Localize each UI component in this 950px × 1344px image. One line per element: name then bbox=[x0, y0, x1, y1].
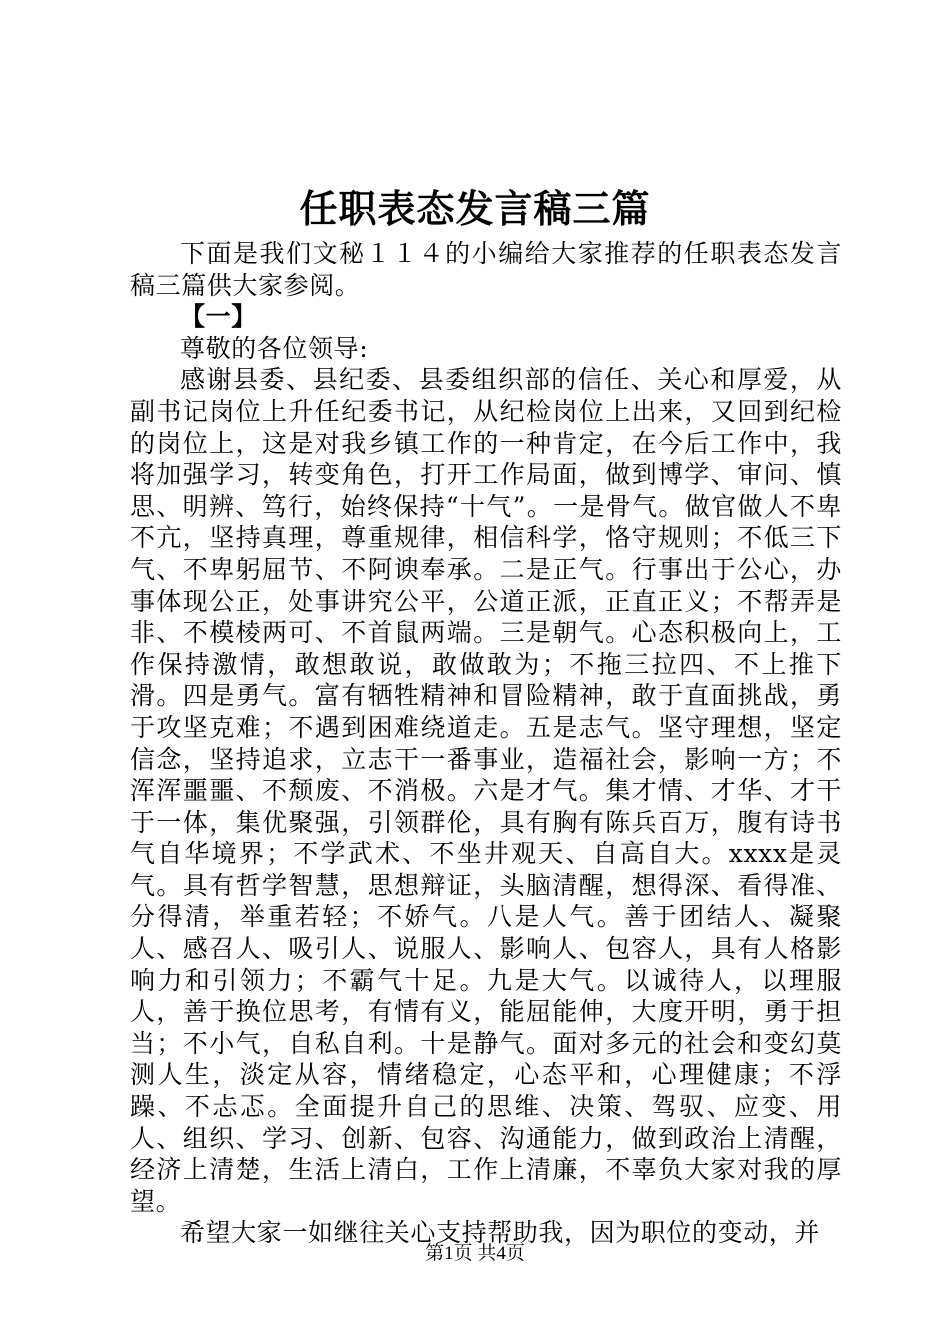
body-paragraph: 希望大家一如继往关心支持帮助我，因为职位的变动，并 bbox=[180, 1218, 821, 1248]
section-marker: 【一】 bbox=[180, 302, 257, 332]
intro-paragraph: 下面是我们文秘１１４的小编给大家推荐的任职表态发言稿三篇供大家参阅。 bbox=[130, 239, 842, 300]
page-number: 第1页 共4页 bbox=[425, 1243, 525, 1264]
document-title: 任职表态发言稿三篇 bbox=[299, 186, 651, 231]
salutation: 尊敬的各位领导: bbox=[180, 333, 369, 363]
document-body bbox=[130, 238, 842, 1249]
body-paragraph: 感谢县委、县纪委、县委组织部的信任、关心和厚爱，从副书记岗位上升任纪委书记，从纪检岗位上出来，又回到纪检的岗位上，这是对我乡镇工作的一种肯定，在今后工作中，我将加强学习，转变角色，打开工作局面，做到博学、审问、慎思、明辨、笃行，始终保持“十气”。一是骨气。做官做人不卑不亢，坚持真理，尊重规律，相信科学，恪守规则；不低三下气、不卑躬屈节、不阿谀奉承。二是正气。行事出于公心，办事体现公正，处事讲究公平，公道正派，正直正义；不帮弄是非、不模棱两可、不首鼠两端。三是朝气。心态积极向上，工作保持激情，敢想敢说，敢做敢为；不拖三拉四、不上推下滑。四是勇气。富有牺牲精神和冒险精神，敢于直面挑战，勇于攻坚克难；不遇到困难绕道走。五是志气。坚守理想，坚定信念，坚持追求，立志干一番事业，造福社会，影响一方；不浑浑噩噩、不颓废、不消极。六是才气。集才情、才华、才干于一体，集优聚强，引领群伦，具有胸有陈兵百万，腹有诗书气自华境界；不学武术、不坐井观天、自高自大。xxxx是灵气。具有哲学智慧，思想辩证，头脑清醒，想得深、看得准、分得清，举重若轻；不娇气。八是人气。善于团结人、凝聚人、感召人、吸引人、说服人、影响人、包容人，具有人格影响力和引领力；不霸气十足。九是大气。以诚待人，以理服人，善于换位思考，有情有义，能屈能伸，大度开明，勇于担当；不小气，自私自利。十是静气。面对多元的社会和变幻莫测人生，淡定从容，情绪稳定，心态平和，心理健康；不浮躁、不忐忑。全面提升自己的思维、决策、驾驭、应变、用人、组织、学习、创新、包容、沟通能力，做到政治上清醒，经济上清楚，生活上清白，工作上清廉，不辜负大家对我的厚望。 bbox=[130, 365, 842, 1216]
